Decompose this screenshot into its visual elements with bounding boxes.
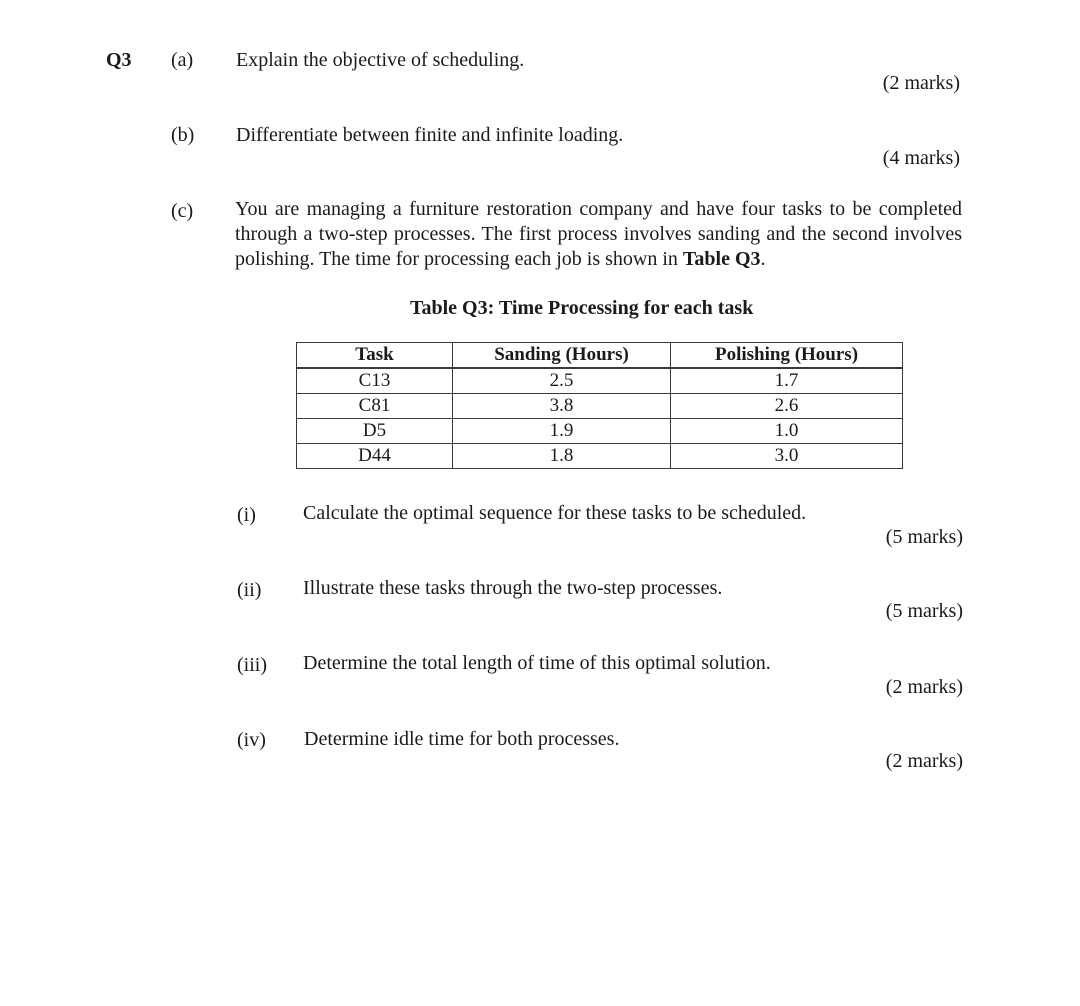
table-row	[297, 394, 903, 419]
cell-sanding: 2.5	[453, 368, 671, 394]
subpart-iv-text: Determine idle time for both processes.	[304, 728, 620, 750]
part-c-text: You are managing a furniture restoration company and have four tasks to be completed through a two-step processes. The first process involves sanding and the second involves polishing. The time for processing each job is shown in	[235, 198, 962, 270]
subpart-i-text: Calculate the optimal sequence for these tasks to be scheduled.	[303, 502, 807, 524]
header-sanding: Sanding (Hours)	[453, 343, 671, 369]
processing-table	[296, 342, 902, 469]
table-caption: Table Q3: Time Processing for each task	[410, 297, 754, 319]
cell-task: D44	[297, 444, 453, 469]
table-reference: Table Q3	[682, 248, 761, 270]
part-a-text: Explain the objective of scheduling.	[236, 49, 525, 71]
subpart-i-marks: (5 marks)	[885, 526, 963, 548]
part-a-marks: (2 marks)	[882, 72, 960, 94]
cell-sanding: 1.8	[453, 444, 671, 469]
subpart-ii-label: (ii)	[237, 579, 262, 601]
cell-polishing: 3.0	[671, 444, 903, 469]
table-row	[297, 419, 903, 444]
part-c-paragraph	[235, 197, 962, 272]
subpart-iv-marks: (2 marks)	[885, 750, 963, 772]
header-task: Task	[297, 343, 453, 369]
cell-task: C13	[297, 368, 453, 394]
header-polishing: Polishing (Hours)	[671, 343, 903, 369]
cell-task: D5	[297, 419, 453, 444]
table-header-row	[297, 343, 903, 369]
cell-task: C81	[297, 394, 453, 419]
part-c-label: (c)	[171, 200, 194, 222]
cell-sanding: 1.9	[453, 419, 671, 444]
subpart-i-label: (i)	[237, 504, 256, 526]
table-row	[297, 444, 903, 469]
part-b-text: Differentiate between finite and infinite loading.	[236, 124, 624, 146]
part-c-text-end: .	[760, 248, 766, 270]
cell-sanding: 3.8	[453, 394, 671, 419]
part-b-marks: (4 marks)	[882, 147, 960, 169]
subpart-iii-marks: (2 marks)	[885, 676, 963, 698]
subpart-iii-text: Determine the total length of time of this optimal solution.	[303, 652, 771, 674]
part-b-label: (b)	[171, 124, 195, 146]
question-number: Q3	[106, 49, 132, 71]
cell-polishing: 1.7	[671, 368, 903, 394]
cell-polishing: 1.0	[671, 419, 903, 444]
subpart-iv-label: (iv)	[237, 729, 266, 751]
subpart-ii-text: Illustrate these tasks through the two-step processes.	[303, 577, 723, 599]
cell-polishing: 2.6	[671, 394, 903, 419]
subpart-iii-label: (iii)	[237, 654, 267, 676]
subpart-ii-marks: (5 marks)	[885, 600, 963, 622]
table-row	[297, 368, 903, 394]
part-a-label: (a)	[171, 49, 194, 71]
